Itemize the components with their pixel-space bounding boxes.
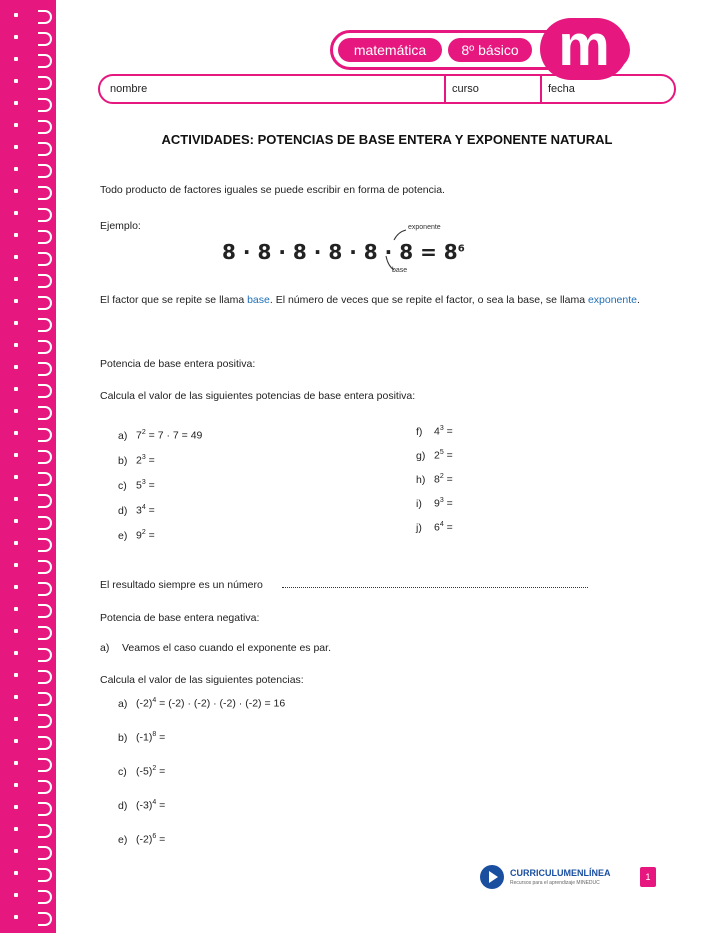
power-base: 2 bbox=[136, 454, 142, 467]
power-base: 7 bbox=[136, 429, 142, 442]
spiral-coil bbox=[38, 98, 52, 112]
spiral-coil bbox=[38, 736, 52, 750]
power-exponent: 5 bbox=[439, 449, 444, 456]
spine-hole bbox=[14, 805, 18, 809]
exercise-item bbox=[118, 731, 165, 744]
exercise-item bbox=[118, 479, 155, 492]
exercise-item bbox=[118, 429, 202, 442]
item-result: = bbox=[145, 479, 155, 492]
item-result: = 7 · 7 = 49 bbox=[145, 429, 203, 442]
definition-text: . El número de veces que se repite el factor, o sea la base, se llama bbox=[269, 294, 588, 306]
spiral-coil bbox=[38, 186, 52, 200]
subject-chip: matemática bbox=[338, 38, 442, 62]
spine-hole bbox=[14, 387, 18, 391]
power-base: 9 bbox=[136, 529, 142, 542]
item-result: = bbox=[443, 521, 453, 534]
power-exponent: 4 bbox=[152, 799, 157, 806]
spine-hole bbox=[14, 849, 18, 853]
item-result: = bbox=[443, 497, 453, 510]
result-statement: El resultado siempre es un número bbox=[100, 579, 263, 591]
spine-hole bbox=[14, 321, 18, 325]
item-result: = bbox=[443, 473, 453, 486]
spine-hole bbox=[14, 893, 18, 897]
spiral-coil bbox=[38, 868, 52, 882]
item-label: c) bbox=[118, 479, 127, 492]
negative-heading: Potencia de base entera negativa: bbox=[100, 612, 260, 624]
spine-hole bbox=[14, 365, 18, 369]
item-label: d) bbox=[118, 504, 128, 517]
spine-hole bbox=[14, 717, 18, 721]
power-base: 8 bbox=[434, 473, 440, 486]
spine-hole bbox=[14, 299, 18, 303]
spiral-coil bbox=[38, 538, 52, 552]
spiral-coil bbox=[38, 208, 52, 222]
item-result: = bbox=[145, 529, 155, 542]
exercise-item bbox=[118, 454, 155, 467]
exercise-item bbox=[118, 833, 165, 846]
item-label: d) bbox=[118, 799, 128, 812]
spiral-coil bbox=[38, 846, 52, 860]
power-base: 9 bbox=[434, 497, 440, 510]
spine-hole bbox=[14, 123, 18, 127]
spine-hole bbox=[14, 651, 18, 655]
exercise-item bbox=[118, 504, 155, 517]
spiral-coil bbox=[38, 516, 52, 530]
spiral-coil bbox=[38, 560, 52, 574]
spine-hole bbox=[14, 497, 18, 501]
spine-hole bbox=[14, 761, 18, 765]
spiral-coil bbox=[38, 494, 52, 508]
spiral-coil bbox=[38, 76, 52, 90]
spiral-coil bbox=[38, 384, 52, 398]
case-a-label: a) bbox=[100, 642, 110, 654]
item-result: = bbox=[156, 799, 166, 812]
item-label: g) bbox=[416, 449, 426, 462]
spiral-coil bbox=[38, 10, 52, 24]
spine-hole bbox=[14, 233, 18, 237]
spine-hole bbox=[14, 541, 18, 545]
spiral-coil bbox=[38, 164, 52, 178]
power-exponent: 8 bbox=[152, 731, 157, 738]
power-base: (-2) bbox=[136, 697, 153, 710]
spine-hole bbox=[14, 57, 18, 61]
spine-hole bbox=[14, 475, 18, 479]
power-base: 2 bbox=[434, 449, 440, 462]
spiral-coil bbox=[38, 230, 52, 244]
item-label: a) bbox=[118, 697, 128, 710]
spine-hole bbox=[14, 101, 18, 105]
subject-badge-m: m bbox=[540, 18, 628, 80]
item-result: = bbox=[443, 425, 453, 438]
formula-exponent: 6 bbox=[457, 243, 465, 255]
spine-hole bbox=[14, 827, 18, 831]
spiral-coil bbox=[38, 802, 52, 816]
spiral-coil bbox=[38, 912, 52, 926]
spiral-coil bbox=[38, 142, 52, 156]
item-result: = (-2) · (-2) · (-2) · (-2) = 16 bbox=[156, 697, 286, 710]
spine-hole bbox=[14, 453, 18, 457]
spiral-coil bbox=[38, 582, 52, 596]
spiral-coil bbox=[38, 890, 52, 904]
power-base: 5 bbox=[136, 479, 142, 492]
item-label: f) bbox=[416, 425, 423, 438]
item-label: e) bbox=[118, 529, 128, 542]
item-label: a) bbox=[118, 429, 128, 442]
exercise-item bbox=[416, 473, 453, 486]
worksheet-title: ACTIVIDADES: POTENCIAS DE BASE ENTERA Y EXPONENTE NATURAL bbox=[161, 132, 613, 147]
positive-instruction: Calcula el valor de las siguientes potencias de base entera positiva: bbox=[100, 390, 416, 402]
spine-hole bbox=[14, 607, 18, 611]
power-base: 4 bbox=[434, 425, 440, 438]
positive-heading: Potencia de base entera positiva: bbox=[100, 358, 256, 370]
power-exponent: 6 bbox=[152, 833, 157, 840]
student-info-bar bbox=[98, 74, 676, 104]
spiral-coil bbox=[38, 780, 52, 794]
power-exponent: 4 bbox=[152, 697, 157, 704]
spiral-coil bbox=[38, 824, 52, 838]
spiral-coil bbox=[38, 758, 52, 772]
spine-hole bbox=[14, 189, 18, 193]
spine-hole bbox=[14, 35, 18, 39]
item-label: i) bbox=[416, 497, 422, 510]
power-base: (-3) bbox=[136, 799, 153, 812]
power-exponent: 3 bbox=[439, 497, 444, 504]
spine-hole bbox=[14, 519, 18, 523]
power-exponent: 2 bbox=[141, 429, 146, 436]
item-label: e) bbox=[118, 833, 128, 846]
spine-hole bbox=[14, 783, 18, 787]
spiral-coil bbox=[38, 406, 52, 420]
item-result: = bbox=[145, 504, 155, 517]
spiral-coil bbox=[38, 296, 52, 310]
power-exponent: 4 bbox=[439, 521, 444, 528]
power-exponent: 3 bbox=[141, 454, 146, 461]
spiral-coil bbox=[38, 274, 52, 288]
base-annotation: base bbox=[392, 267, 408, 274]
example-label: Ejemplo: bbox=[100, 220, 141, 232]
exponent-annotation: exponente bbox=[408, 224, 441, 231]
divider bbox=[444, 76, 446, 102]
exercise-item bbox=[416, 521, 453, 534]
grade-chip: 8º básico bbox=[448, 38, 532, 62]
logo-text: CURRICULUMENLÍNEA bbox=[510, 868, 611, 878]
spine-hole bbox=[14, 695, 18, 699]
item-label: j) bbox=[416, 521, 422, 534]
spiral-coil bbox=[38, 340, 52, 354]
divider bbox=[540, 76, 542, 102]
item-result: = bbox=[156, 833, 166, 846]
spine-hole bbox=[14, 431, 18, 435]
spine-hole bbox=[14, 79, 18, 83]
item-label: b) bbox=[118, 731, 128, 744]
power-exponent: 2 bbox=[152, 765, 157, 772]
spine-hole bbox=[14, 145, 18, 149]
spiral-coil bbox=[38, 472, 52, 486]
case-a-text: Veamos el caso cuando el exponente es par. bbox=[122, 642, 331, 654]
answer-line[interactable] bbox=[282, 587, 588, 588]
item-result: = bbox=[156, 731, 166, 744]
spiral-coil bbox=[38, 252, 52, 266]
spiral-coil bbox=[38, 450, 52, 464]
annotation-arrows bbox=[380, 226, 440, 276]
power-base: (-5) bbox=[136, 765, 153, 778]
spiral-coil bbox=[38, 32, 52, 46]
spiral-coil bbox=[38, 692, 52, 706]
power-exponent: 3 bbox=[141, 479, 146, 486]
spiral-coil bbox=[38, 670, 52, 684]
item-result: = bbox=[443, 449, 453, 462]
spiral-coil bbox=[38, 54, 52, 68]
item-result: = bbox=[145, 454, 155, 467]
spiral-coil bbox=[38, 626, 52, 640]
spiral-coil bbox=[38, 604, 52, 618]
name-label: nombre bbox=[110, 83, 148, 95]
definition-text: El factor que se repite se llama bbox=[100, 294, 248, 306]
power-base: 6 bbox=[434, 521, 440, 534]
spiral-coil bbox=[38, 318, 52, 332]
exercise-item bbox=[118, 529, 155, 542]
spiral-coil bbox=[38, 648, 52, 662]
exercise-item bbox=[118, 765, 165, 778]
power-exponent: 3 bbox=[439, 425, 444, 432]
notebook-spine bbox=[0, 0, 56, 933]
negative-instruction: Calcula el valor de las siguientes potencias: bbox=[100, 674, 304, 686]
definition-text: . bbox=[637, 294, 640, 306]
exercise-item bbox=[416, 497, 453, 510]
power-base: 3 bbox=[136, 504, 142, 517]
spine-hole bbox=[14, 211, 18, 215]
spine-hole bbox=[14, 13, 18, 17]
exercise-item bbox=[416, 449, 453, 462]
spine-hole bbox=[14, 277, 18, 281]
spiral-coil bbox=[38, 714, 52, 728]
date-label: fecha bbox=[548, 83, 575, 95]
power-exponent: 2 bbox=[439, 473, 444, 480]
item-label: b) bbox=[118, 454, 128, 467]
formula-text: 8 · 8 · 8 · 8 · 8 · 8 = 8 bbox=[222, 240, 458, 264]
spine-hole bbox=[14, 739, 18, 743]
exercise-item bbox=[118, 697, 285, 710]
power-base: (-2) bbox=[136, 833, 153, 846]
course-label: curso bbox=[452, 83, 479, 95]
base-term: base bbox=[247, 294, 270, 306]
power-base: (-1) bbox=[136, 731, 153, 744]
exercise-item bbox=[118, 799, 165, 812]
power-exponent: 2 bbox=[141, 529, 146, 536]
spine-hole bbox=[14, 871, 18, 875]
spine-hole bbox=[14, 585, 18, 589]
spine-hole bbox=[14, 167, 18, 171]
spiral-coil bbox=[38, 428, 52, 442]
spine-hole bbox=[14, 563, 18, 567]
item-label: h) bbox=[416, 473, 426, 486]
spine-hole bbox=[14, 629, 18, 633]
logo-subtitle: Recursos para el aprendizaje MINEDUC bbox=[510, 880, 600, 886]
exercise-item bbox=[416, 425, 453, 438]
definition-paragraph bbox=[100, 292, 652, 309]
page-number: 1 bbox=[640, 867, 656, 887]
play-arrow-icon bbox=[489, 871, 498, 883]
exponent-term: exponente bbox=[587, 294, 637, 306]
spine-hole bbox=[14, 343, 18, 347]
spine-hole bbox=[14, 409, 18, 413]
spiral-coil bbox=[38, 362, 52, 376]
item-result: = bbox=[156, 765, 166, 778]
spine-hole bbox=[14, 915, 18, 919]
intro-text: Todo producto de factores iguales se puede escribir en forma de potencia. bbox=[100, 184, 445, 196]
power-exponent: 4 bbox=[141, 504, 146, 511]
spiral-coil bbox=[38, 120, 52, 134]
spine-hole bbox=[14, 255, 18, 259]
item-label: c) bbox=[118, 765, 127, 778]
spine-hole bbox=[14, 673, 18, 677]
